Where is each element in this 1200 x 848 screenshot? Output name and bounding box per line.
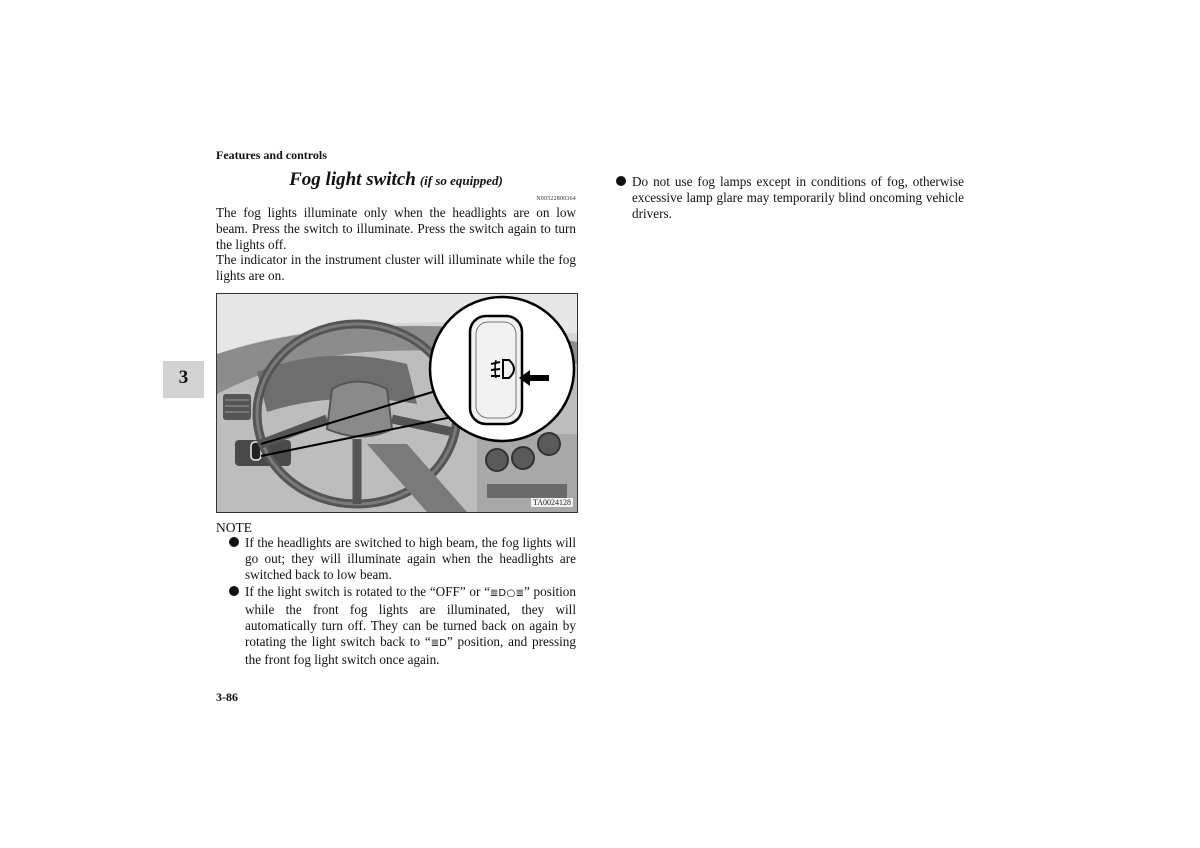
body-paragraph-1: The fog lights illuminate only when the headlights are on low beam. Press the switch to illuminate. Press the switch again to turn the lights off. [216, 205, 576, 252]
section-header: Features and controls [216, 148, 327, 162]
press-arrow-icon [519, 368, 549, 388]
title-main: Fog light switch [289, 169, 416, 190]
headlight-icon: ≣D [430, 638, 447, 649]
note-label: NOTE [216, 520, 252, 535]
bullet-icon [229, 537, 239, 547]
figure-code: TA0024128 [533, 498, 572, 507]
dashboard-illustration [216, 293, 578, 513]
parking-light-icon: ≣D○≣ [489, 588, 524, 599]
note-item-1-text: If the headlights are switched to high beam, the fog lights will go out; they will illuminate again when the headlights are switched back to low beam. [245, 535, 576, 582]
bullet-icon [616, 176, 626, 186]
fog-light-icon [489, 356, 523, 384]
note-item-2-text: If the light switch is rotated to the “OFF” or “≣D○≣” position while the front fog lights are illuminated, they will automatically turn off. They can be turned back on again by rotating the light switch back to “≣D” position, and pressing the front fog light switch once again. [245, 584, 576, 667]
title-subtitle: (if so equipped) [419, 173, 503, 188]
chapter-number: 3 [178, 367, 189, 388]
bullet-icon [229, 586, 239, 596]
document-id: N00522800364 [536, 196, 576, 202]
page-title [216, 169, 576, 191]
body-paragraph-2: The indicator in the instrument cluster will illuminate while the fog lights are on. [216, 252, 576, 283]
page-number: 3-86 [216, 690, 238, 704]
warning-item-1-text: Do not use fog lamps except in conditions of fog, otherwise excessive lamp glare may temporarily blind oncoming vehicle drivers. [632, 174, 964, 221]
